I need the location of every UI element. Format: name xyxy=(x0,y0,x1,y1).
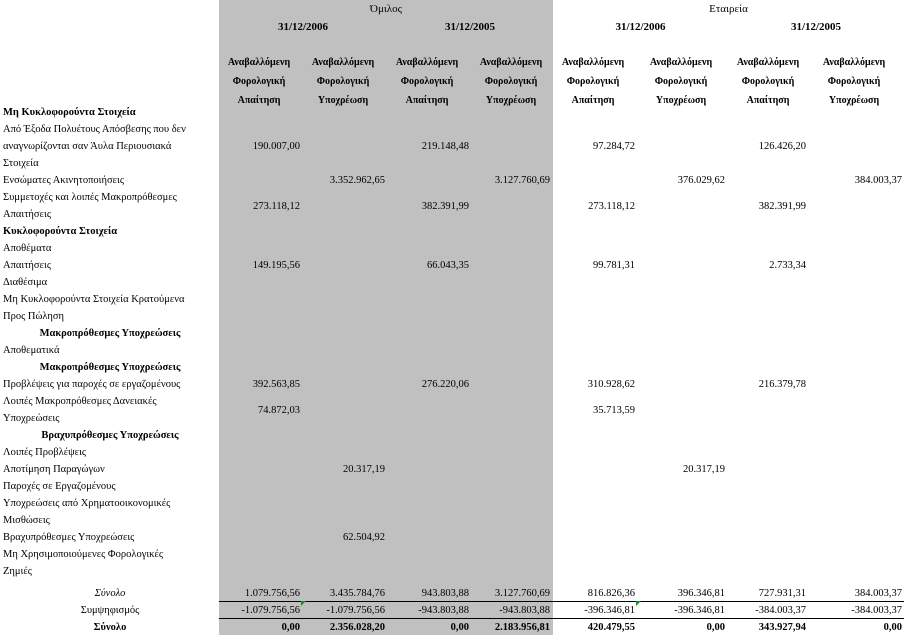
column-header-line: Φορολογική xyxy=(400,76,454,87)
column-header-asset xyxy=(726,53,810,110)
column-header-line: Απαίτηση xyxy=(571,95,615,106)
grand-total-divider xyxy=(219,618,904,619)
total-cell: 816.826,36 xyxy=(587,588,635,599)
total-cell: 0,00 xyxy=(281,622,300,633)
section-heading xyxy=(3,325,217,342)
table-cell: 310.928,62 xyxy=(587,379,635,390)
column-header-line: Φορολογική xyxy=(232,76,286,87)
table-cell: 66.043,35 xyxy=(427,260,469,271)
column-header-liability xyxy=(469,53,553,110)
total-cell: -1.079.756,56 xyxy=(326,605,385,616)
column-header-asset xyxy=(551,53,635,110)
row-label-line: Ζημιές xyxy=(3,566,32,577)
date-header-etaireia-2005: 31/12/2005 xyxy=(790,21,842,33)
row-label xyxy=(3,189,217,223)
row-label-line: Μακροπρόθεσμες Υποχρεώσεις xyxy=(39,328,181,339)
table-cell: 384.003,37 xyxy=(854,175,902,186)
total-cell: -943.803,88 xyxy=(418,605,469,616)
total-label: Σύνολο xyxy=(93,622,127,633)
column-header-liability xyxy=(639,53,723,110)
column-header-line: Υποχρέωση xyxy=(485,95,537,106)
row-label xyxy=(3,291,217,325)
row-label xyxy=(3,240,217,257)
total-label: Σύνολο xyxy=(94,588,126,599)
total-cell: 0,00 xyxy=(706,622,725,633)
column-header-line: Αναβαλλόμενη xyxy=(395,57,459,68)
column-header-line: Φορολογική xyxy=(741,76,795,87)
table-cell: 97.284,72 xyxy=(593,141,635,152)
column-header-line: Αναβαλλόμενη xyxy=(561,57,625,68)
row-label-line: Μακροπρόθεσμες Υποχρεώσεις xyxy=(39,362,181,373)
table-cell: 392.563,85 xyxy=(252,379,300,390)
row-label-line: Συμμετοχές και λοιπές Μακροπρόθεσμες xyxy=(3,192,177,203)
column-header-line: Αναβαλλόμενη xyxy=(822,57,886,68)
row-label-line: Λοιπές Μακροπρόθεσμες Δανειακές xyxy=(3,396,157,407)
group-header-etaireia: Εταιρεία xyxy=(709,3,748,15)
row-label xyxy=(3,529,217,546)
row-label-line: Απαιτήσεις xyxy=(3,260,51,271)
row-label xyxy=(3,444,217,461)
total-cell: 727.931,31 xyxy=(758,588,806,599)
column-header-asset xyxy=(217,53,301,110)
column-header-line: Αναβαλλόμενη xyxy=(736,57,800,68)
offset-label: Συμψηφισμός xyxy=(80,605,140,616)
cell-comment-marker xyxy=(301,601,306,606)
column-header-line: Απαίτηση xyxy=(746,95,790,106)
column-header-line: Αναβαλλόμενη xyxy=(227,57,291,68)
row-label-line: Μισθώσεις xyxy=(3,515,50,526)
total-cell: 2.356.028,20 xyxy=(329,622,385,633)
row-label-line: Προβλέψεις για παροχές σε εργαζομένους xyxy=(3,379,181,390)
table-cell: 3.352.962,65 xyxy=(329,175,385,186)
total-cell: 384.003,37 xyxy=(854,588,902,599)
table-cell: 62.504,92 xyxy=(343,532,385,543)
table-cell: 382.391,99 xyxy=(758,201,806,212)
date-header-etaireia-2006: 31/12/2006 xyxy=(615,21,666,33)
total-cell: -384.003,37 xyxy=(755,605,806,616)
section-heading xyxy=(3,223,217,240)
total-cell: 943.803,88 xyxy=(421,588,469,599)
total-cell: 3.127.760,69 xyxy=(494,588,550,599)
row-label xyxy=(3,495,217,529)
row-label xyxy=(3,478,217,495)
column-header-line: Φορολογική xyxy=(316,76,370,87)
table-cell: 35.713,59 xyxy=(593,405,635,416)
table-cell: 382.391,99 xyxy=(421,201,469,212)
table-cell: 20.317,19 xyxy=(343,464,385,475)
section-heading xyxy=(3,427,217,444)
table-cell: 273.118,12 xyxy=(253,201,300,212)
row-label-line: Λοιπές Προβλέψεις xyxy=(3,447,87,458)
row-label-line: Ενσώματες Ακινητοποιήσεις xyxy=(3,175,125,186)
column-header-line: Φορολογική xyxy=(484,76,538,87)
column-header-liability xyxy=(301,53,385,110)
column-header-line: Φορολογική xyxy=(654,76,708,87)
row-label-line: Απαιτήσεις xyxy=(3,209,51,220)
date-header-omilos-2006: 31/12/2006 xyxy=(277,21,329,33)
column-header-line: Υποχρέωση xyxy=(828,95,880,106)
row-label-line: Από Έξοδα Πολυέτους Απόσβεσης που δεν xyxy=(3,124,186,135)
section-heading xyxy=(3,359,217,376)
row-label-line: Αποτίμηση Παραγώγων xyxy=(3,464,105,475)
table-cell: 219.148,48 xyxy=(421,141,469,152)
column-header-liability xyxy=(812,53,896,110)
row-label-line: Αποθεματικά xyxy=(3,345,60,356)
totals-divider xyxy=(219,601,904,602)
column-header-line: Φορολογική xyxy=(827,76,881,87)
table-cell: 190.007,00 xyxy=(252,141,300,152)
row-label-line: Βραχυπρόθεσμες Υποχρεώσεις xyxy=(3,532,135,543)
row-label-line: Μη Χρησιμοποιούμενες Φορολογικές xyxy=(3,549,164,560)
table-cell: 216.379,78 xyxy=(758,379,806,390)
row-label xyxy=(3,274,217,291)
row-label xyxy=(3,461,217,478)
table-cell: 20.317,19 xyxy=(683,464,725,475)
table-cell: 273.118,12 xyxy=(588,201,635,212)
total-cell: 3.435.784,76 xyxy=(329,588,385,599)
total-cell: 0,00 xyxy=(450,622,469,633)
table-cell: 276.220,06 xyxy=(421,379,469,390)
table-cell: 126.426,20 xyxy=(758,141,806,152)
row-label-line: Μη Κυκλοφορούντα Στοιχεία Κρατούμενα xyxy=(3,294,185,305)
total-cell: 343.927,94 xyxy=(758,622,806,633)
row-label-line: Αποθέματα xyxy=(3,243,52,254)
total-cell: 420.479,55 xyxy=(587,622,635,633)
total-cell: 0,00 xyxy=(883,622,902,633)
column-header-line: Απαίτηση xyxy=(237,95,281,106)
row-label-line: Παροχές σε Εργαζομένους xyxy=(3,481,116,492)
column-header-line: Αναβαλλόμενη xyxy=(311,57,375,68)
column-header-line: Αναβαλλόμενη xyxy=(649,57,713,68)
row-label-line: Υποχρεώσεις xyxy=(3,413,60,424)
row-label-line: Διαθέσιμα xyxy=(3,277,48,288)
table-cell: 376.029,62 xyxy=(677,175,725,186)
row-label-line: Μη Κυκλοφορούντα Στοιχεία xyxy=(3,107,136,118)
row-label xyxy=(3,376,217,393)
row-label xyxy=(3,393,217,427)
column-header-line: Αναβαλλόμενη xyxy=(479,57,543,68)
column-header-asset xyxy=(385,53,469,110)
table-cell: 3.127.760,69 xyxy=(494,175,550,186)
row-label-line: Κυκλοφορούντα Στοιχεία xyxy=(3,226,118,237)
column-header-line: Υποχρέωση xyxy=(317,95,369,106)
cell-comment-marker xyxy=(636,601,641,606)
total-cell: -396.346,81 xyxy=(674,605,725,616)
total-cell: -1.079.756,56 xyxy=(241,605,300,616)
table-cell: 74.872,03 xyxy=(258,405,300,416)
date-header-omilos-2005: 31/12/2005 xyxy=(444,21,496,33)
column-header-line: Υποχρέωση xyxy=(655,95,707,106)
row-label xyxy=(3,342,217,359)
row-label xyxy=(3,546,217,580)
total-cell: 2.183.956,81 xyxy=(494,622,550,633)
total-cell: 396.346,81 xyxy=(677,588,725,599)
row-label-line: Υποχρεώσεις από Χρηματοοικονομικές xyxy=(3,498,171,509)
table-cell: 2.733,34 xyxy=(769,260,806,271)
row-label xyxy=(3,172,217,189)
row-label-line: Προς Πώληση xyxy=(3,311,64,322)
section-heading xyxy=(3,104,217,121)
row-label-line: Βραχυπρόθεσμες Υποχρεώσεις xyxy=(41,430,179,441)
total-cell: -384.003,37 xyxy=(851,605,902,616)
row-label-line: αναγνωρίζονται σαν Άυλα Περιουσιακά xyxy=(3,141,172,152)
row-label xyxy=(3,257,217,274)
group-header-omilos: Όμιλος xyxy=(370,3,402,15)
total-cell: -396.346,81 xyxy=(584,605,635,616)
table-cell: 99.781,31 xyxy=(593,260,635,271)
column-header-line: Φορολογική xyxy=(566,76,620,87)
row-label xyxy=(3,121,217,172)
table-cell: 149.195,56 xyxy=(252,260,300,271)
total-cell: -943.803,88 xyxy=(499,605,550,616)
row-label-line: Στοιχεία xyxy=(3,158,39,169)
total-cell: 1.079.756,56 xyxy=(244,588,300,599)
column-header-line: Απαίτηση xyxy=(405,95,449,106)
